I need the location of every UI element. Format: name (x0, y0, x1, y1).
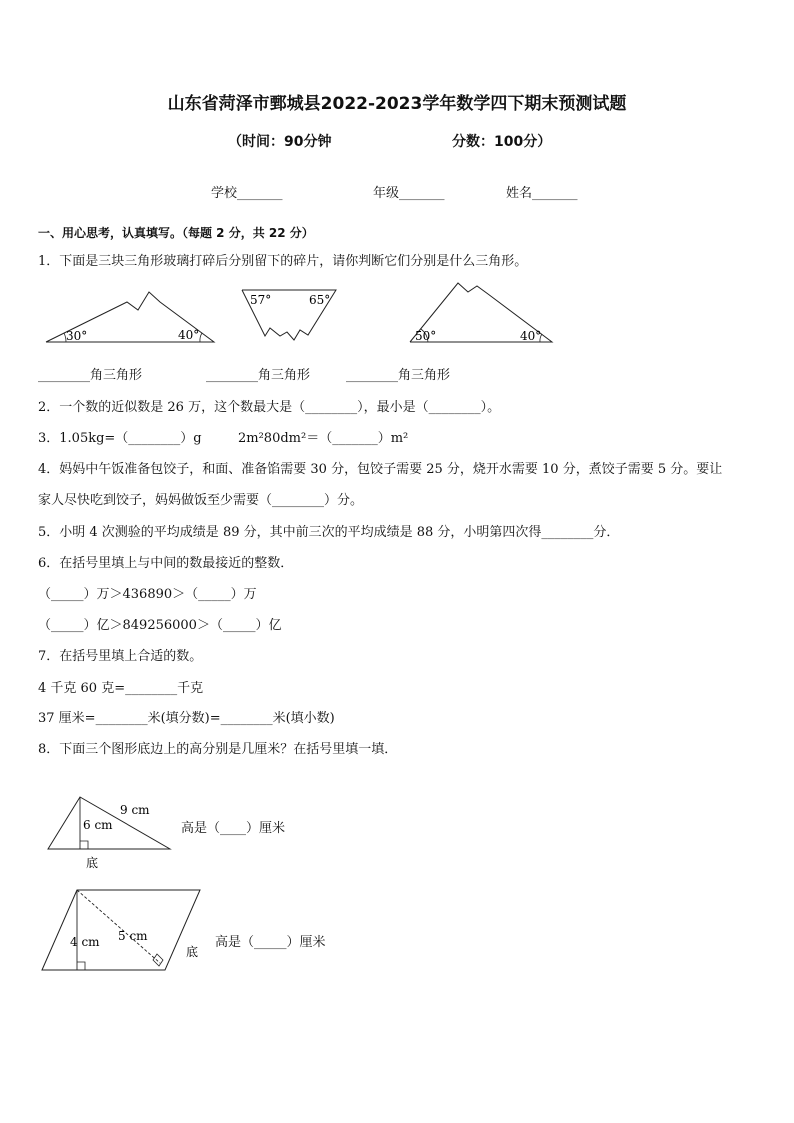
q1-fig1-angle-left: 30° (66, 329, 88, 343)
exam-score: 分数：100分） (452, 134, 552, 150)
question-4-line-1: 4．妈妈中午饭准备包饺子，和面、准备馅需要 30 分，包饺子需要 25 分，烧开水需要 10 分，煮饺子需要 5 分。要让 (38, 462, 723, 477)
page-title: 山东省菏泽市鄄城县2022-2023学年数学四下期末预测试题 (167, 94, 627, 114)
q1-fig2-angle-left: 57° (250, 293, 272, 307)
q8-fig2-side-label: 5 cm (118, 929, 148, 943)
q8-fig1-height-label: 6 cm (83, 818, 113, 832)
question-4-line-2: 家人尽快吃到饺子，妈妈做饭至少需要（________）分。 (38, 493, 364, 508)
question-7: 7．在括号里填上合适的数。 (38, 649, 203, 664)
q1-answer-2: ________角三角形 (206, 368, 311, 383)
question-8: 8．下面三个图形底边上的高分别是几厘米？在括号里填一填． (38, 742, 398, 757)
name-field: 姓名_______ (506, 186, 578, 201)
q8-fig1-base-label: 底 (86, 856, 99, 870)
q8-parallelogram-figure (0, 880, 400, 980)
question-5: 5．小明 4 次测验的平均成绩是 89 分，其中前三次的平均成绩是 88 分，小明第四次得________分． (38, 525, 620, 540)
q1-fragment-1 (46, 292, 214, 343)
question-3-part-1: 3．1.05kg=（________）g (38, 431, 202, 446)
grade-field: 年级_______ (373, 186, 445, 201)
q8-fig2-answer: 高是（_____）厘米 (215, 935, 326, 950)
q1-fig2-angle-right: 65° (309, 293, 331, 307)
q8-fig1-answer: 高是（____）厘米 (181, 821, 286, 836)
question-6-line-2: （_____）亿＞849256000＞（_____）亿 (38, 618, 282, 633)
school-field: 学校_______ (211, 186, 283, 201)
q1-fragment-2 (242, 290, 336, 340)
q1-fig3-angle-left: 50° (415, 329, 437, 343)
q8-fig2-height-label: 4 cm (70, 935, 100, 949)
question-7-line-1: 4 千克 60 克=________千克 (38, 681, 204, 696)
question-6: 6．在括号里填上与中间的数最接近的整数． (38, 556, 294, 571)
question-6-line-1: （_____）万＞436890＞（_____）万 (38, 587, 257, 602)
q8-fig1-side-label: 9 cm (120, 803, 150, 817)
q1-answer-3: ________角三角形 (346, 368, 451, 383)
question-1: 1．下面是三块三角形玻璃打碎后分别留下的碎片，请你判断它们分别是什么三角形。 (38, 254, 528, 269)
q1-answer-1: ________角三角形 (38, 368, 143, 383)
question-3-part-2: 2m²80dm²＝（_______）m² (238, 431, 409, 446)
question-2: 2．一个数的近似数是 26 万，这个数最大是（________），最小是（________）。 (38, 400, 501, 415)
section-heading: 一、用心思考，认真填写。（每题 2 分，共 22 分） (38, 226, 314, 240)
q1-fig3-angle-right: 40° (520, 329, 542, 343)
q8-fig2-base-label: 底 (186, 945, 199, 959)
exam-time: （时间：90分钟 (228, 134, 332, 150)
q1-fig1-angle-right: 40° (178, 328, 200, 342)
q1-fragment-3 (410, 283, 552, 343)
q1-triangle-figures (0, 280, 794, 360)
question-7-line-2: 37 厘米=________米(填分数)=________米(填小数) (38, 711, 335, 726)
